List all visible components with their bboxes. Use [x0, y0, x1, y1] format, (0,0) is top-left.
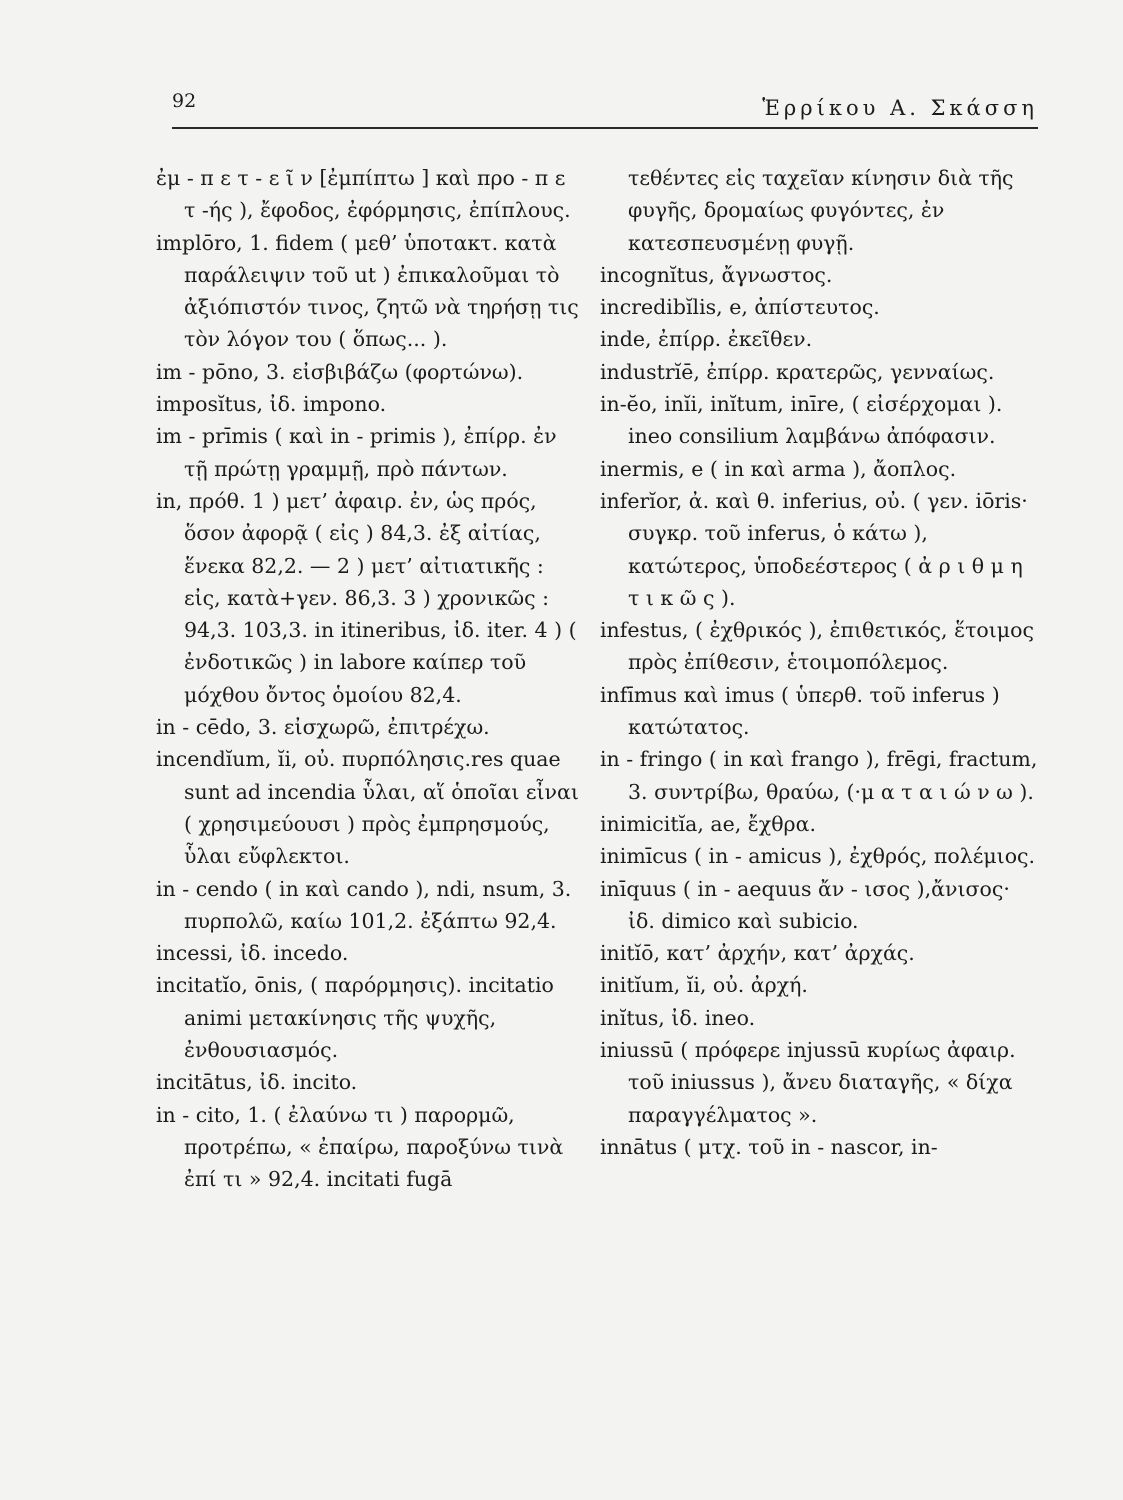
entry: inde, ἐπίρρ. ἐκεῖθεν.	[600, 327, 813, 352]
entry: initĭō, κατ’ ἀρχήν, κατ’ ἀρχάς.	[600, 941, 915, 966]
entry: inimicitĭa, ae, ἔχθρα.	[600, 811, 816, 836]
entry: inferĭor, ἀ. καὶ θ. inferius, οὐ. ( γεν. iōris· συγκρ. τοῦ inferus, ὁ κάτω ), κατώτερος, ὑποδεέστερος ( ἀ ρ ι θ μ η τ ι κ ῶ ς ).	[600, 488, 1028, 610]
entry: incitātus, ἰδ. incito.	[156, 1070, 358, 1095]
entry: ἐμ - π ε τ - ε ῖ ν [ἐμπίπτω ] καὶ προ - π ε τ -ής ), ἔφοδος, ἐφόρμησις, ἐπίπλους.	[156, 166, 571, 223]
running-head: Ἑρρίκου Α. Σκάσση	[762, 96, 1038, 120]
entry: in - fringo ( in καὶ frango ), frēgi, fractum, 3. συντρίβω, θραύω, (·μ α τ α ι ώ ν ω ).	[600, 747, 1038, 804]
entry: im - pōno, 3. εἰσβιβάζω (φορτώνω).	[156, 359, 524, 384]
entry: incessi, ἰδ. incedo.	[156, 941, 349, 966]
entry: in - cēdo, 3. εἰσχωρῶ, ἐπιτρέχω.	[156, 715, 490, 740]
entry: initĭum, ĭi, οὐ. ἀρχή.	[600, 973, 808, 998]
page-number: 92	[172, 90, 197, 112]
entry: innātus ( μτχ. τοῦ in - nascor, in-	[600, 1134, 938, 1159]
entry: infestus, ( ἐχθρικός ), ἐπιθετικός, ἕτοιμος πρὸς ἐπίθεσιν, ἑτοιμοπόλεμος.	[600, 618, 1034, 675]
entry: incendĭum, ĭi, οὐ. πυρπόλησις.res quae sunt ad incendia ὗλαι, αἵ ὁποῖαι εἶναι ( χρησιμεύουσι ) πρὸς ἐμπρησμούς, ὗλαι εὔφλεκτοι.	[156, 747, 579, 869]
entry: inĭtus, ἰδ. ineo.	[600, 1005, 756, 1030]
entry: inīquus ( in - aequus ἄν - ισος ),ἄνισος· ἰδ. dimico καὶ subicio.	[600, 876, 1010, 933]
left-column	[156, 162, 581, 1196]
entry: industrĭē, ἐπίρρ. κρατερῶς, γενναίως.	[600, 359, 995, 384]
entry: incitatĭo, ōnis, ( παρόρμησις). incitatio animi μετακίνησις τῆς ψυχῆς, ἐνθουσιασμός.	[156, 973, 554, 1063]
entry: im - prīmis ( καὶ in - primis ), ἐπίρρ. ἐν τῇ πρώτῃ γραμμῇ, πρὸ πάντων.	[156, 424, 557, 481]
entry: inimīcus ( in - amicus ), ἐχθρός, πολέμιος.	[600, 844, 1036, 869]
header-rule	[172, 127, 1038, 129]
entry: incredibĭlis, e, ἀπίστευτος.	[600, 295, 880, 320]
entry: in - cendo ( in καὶ cando ), ndi, nsum, 3. πυρπολῶ, καίω 101,2. ἐξάπτω 92,4.	[156, 876, 572, 933]
entry: imposĭtus, ἰδ. impono.	[156, 392, 387, 417]
entry: infīmus καὶ imus ( ὑπερθ. τοῦ inferus ) κατώτατος.	[600, 682, 1000, 740]
entry: in-ĕo, inĭi, inĭtum, inīre, ( εἰσέρχομαι ). ineo consilium λαμβάνω ἀπόφασιν.	[600, 392, 1003, 449]
entry: iniussū ( πρόφερε injussū κυρίως ἀφαιρ. τοῦ iniussus ), ἄνευ διαταγῆς, « δίχα παραγγέλματος ».	[600, 1038, 1016, 1127]
entry: implōro, 1. fidem ( μεθ’ ὑποτακτ. κατὰ παράλειψιν τοῦ ut ) ἐπικαλοῦμαι τὸ ἀξιόπιστόν τινος, ζητῶ νὰ τηρήσῃ τις τὸν λόγον του ( ὅπως... ).	[156, 230, 579, 352]
entry-continuation: τεθέντες εἰς ταχεῖαν κίνησιν διὰ τῆς φυγῆς, δρομαίως φυγόντες, ἐν κατεσπευσμένῃ φυγῇ.	[628, 166, 1014, 255]
entry: in, πρόθ. 1 ) μετ’ ἀφαιρ. ἐν, ὡς πρός, ὅσον ἀφορᾷ ( εἰς ) 84,3. ἐξ αἰτίας, ἕνεκα 82,2. — 2 ) μετ’ αἰτιατικῆς : εἰς, κατὰ+γεν. 86,3. 3 ) χρονικῶς : 94,3. 103,3. in itineribus, ἰδ. iter. 4 ) ( ἐνδοτικῶς ) in labore καίπερ τοῦ μόχθου ὄντος ὁμοίου 82,4.	[156, 488, 577, 707]
entry: in - cito, 1. ( ἐλαύνω τι ) παρορμῶ, προτρέπω, « ἐπαίρω, παροξύνω τινὰ ἐπί τι » 92,4. incitati fugā	[156, 1102, 564, 1192]
right-column	[600, 162, 1040, 1163]
entry: incognĭtus, ἄγνωστος.	[600, 262, 833, 287]
entry: inermis, e ( in καὶ arma ), ἄοπλος.	[600, 456, 957, 481]
